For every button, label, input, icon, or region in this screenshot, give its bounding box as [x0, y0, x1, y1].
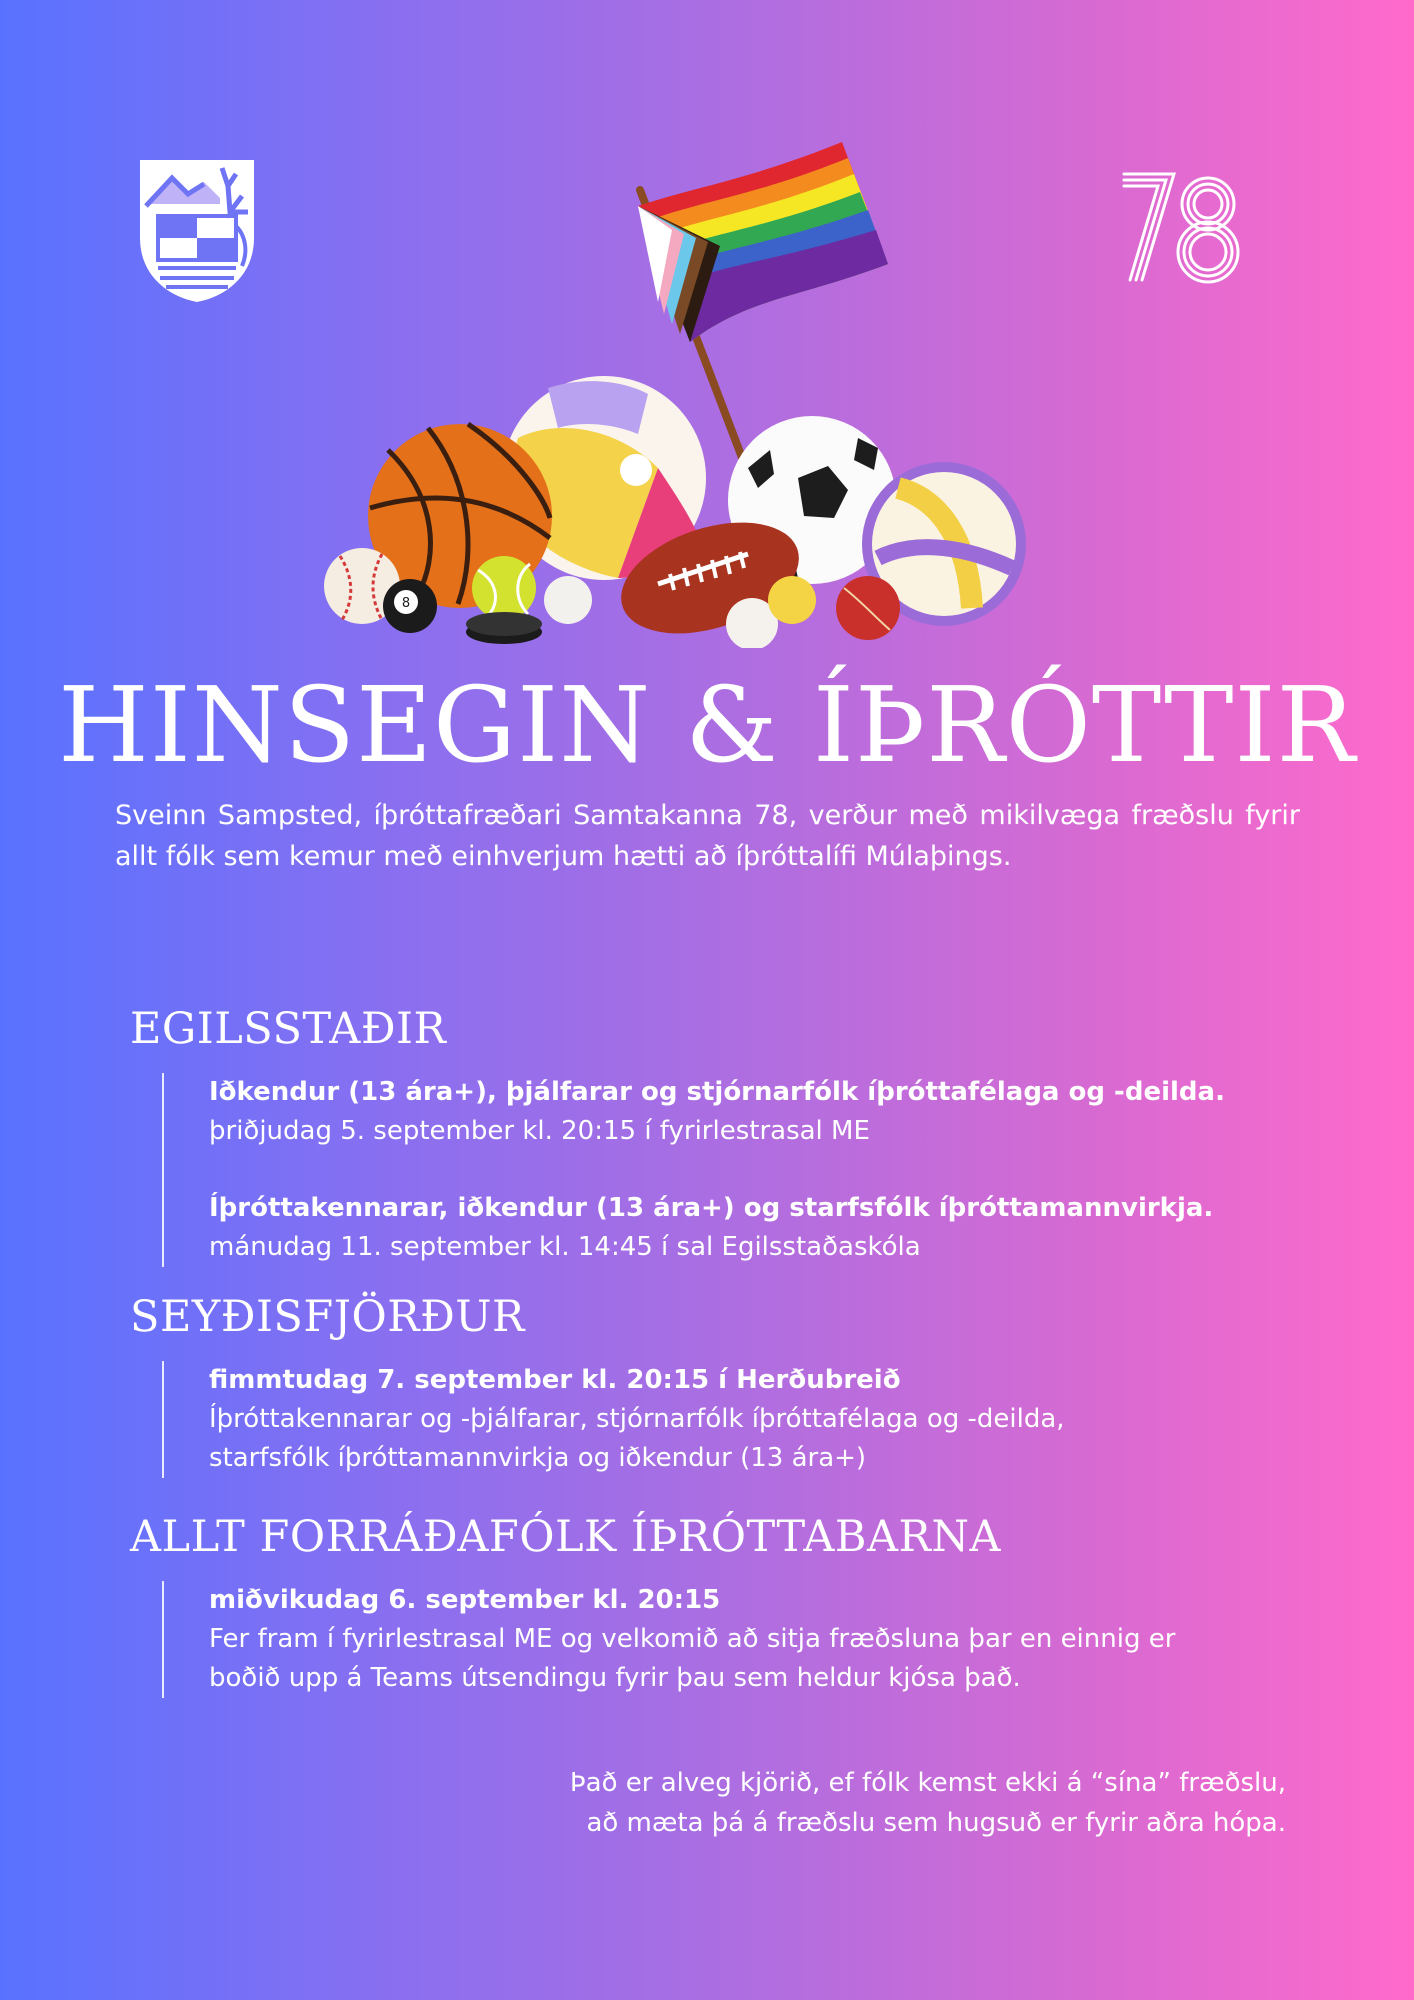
event-item [209, 1073, 1280, 1151]
event-details: þriðjudag 5. september kl. 20:15 í fyrirlestrasal ME [209, 1116, 870, 1146]
event-block [162, 1581, 1280, 1698]
closing-note [570, 1763, 1286, 1843]
event-date: miðvikudag 6. september kl. 20:15 [209, 1585, 721, 1615]
event-block [162, 1073, 1280, 1267]
event-details: mánudag 11. september kl. 14:45 í sal Egilsstaðaskóla [209, 1232, 921, 1262]
page-title: HINSEGIN & ÍÞRÓTTIR [58, 664, 1356, 786]
sports-balls-with-pride-flag-illustration [318, 138, 1028, 648]
municipal-crest-icon [136, 156, 258, 304]
cricket-ball-icon [836, 576, 900, 640]
event-details: Íþróttakennarar og -þjálfarar, stjórnarfólk íþróttafélaga og -deilda, [209, 1404, 1065, 1434]
small-yellow-ball-icon [768, 576, 816, 624]
event-item [209, 1581, 1280, 1698]
golf-ball-icon [544, 576, 592, 624]
tennis-ball-icon [472, 556, 536, 620]
section-egilsstadir [130, 1004, 1280, 1267]
event-details: Fer fram í fyrirlestrasal ME og velkomið að sitja fræðsluna þar en einnig er [209, 1624, 1176, 1654]
event-date: fimmtudag 7. september kl. 20:15 í Herðubreið [209, 1365, 901, 1395]
pride-flag-icon [638, 142, 888, 342]
event-details: boðið upp á Teams útsendingu fyrir þau sem heldur kjósa það. [209, 1663, 1021, 1693]
section-heading: ALLT FORRÁÐAFÓLK ÍÞRÓTTABARNA [130, 1512, 1002, 1562]
section-seydisfjordur [130, 1292, 1280, 1478]
samtokin-78-logo [1120, 170, 1246, 286]
section-heading: SEYÐISFJÖRÐUR [130, 1292, 525, 1342]
intro-paragraph: Sveinn Sampsted, íþróttafræðari Samtakanna 78, verður með mikilvæga fræðslu fyrir allt fólk sem kemur með einhverjum hætti að íþróttalífi Múlaþings. [115, 800, 1300, 872]
event-audience: Íþróttakennarar, iðkendur (13 ára+) og starfsfólk íþróttamannvirkja. [209, 1193, 1214, 1223]
section-heading: EGILSSTAÐIR [130, 1004, 447, 1054]
billiard-ball-icon [383, 579, 437, 633]
svg-text:8: 8 [401, 596, 411, 611]
hockey-puck-icon [466, 612, 542, 644]
event-block [162, 1361, 1280, 1478]
event-item [209, 1189, 1280, 1267]
event-item [209, 1361, 1280, 1478]
event-audience: Iðkendur (13 ára+), þjálfarar og stjórnarfólk íþróttafélaga og -deilda. [209, 1077, 1225, 1107]
closing-line: að mæta þá á fræðslu sem hugsuð er fyrir aðra hópa. [586, 1808, 1286, 1838]
event-details: starfsfólk íþróttamannvirkja og iðkendur (13 ára+) [209, 1443, 867, 1473]
closing-line: Það er alveg kjörið, ef fólk kemst ekki á “sína” fræðslu, [569, 1768, 1286, 1798]
section-forradafolk [130, 1512, 1280, 1698]
